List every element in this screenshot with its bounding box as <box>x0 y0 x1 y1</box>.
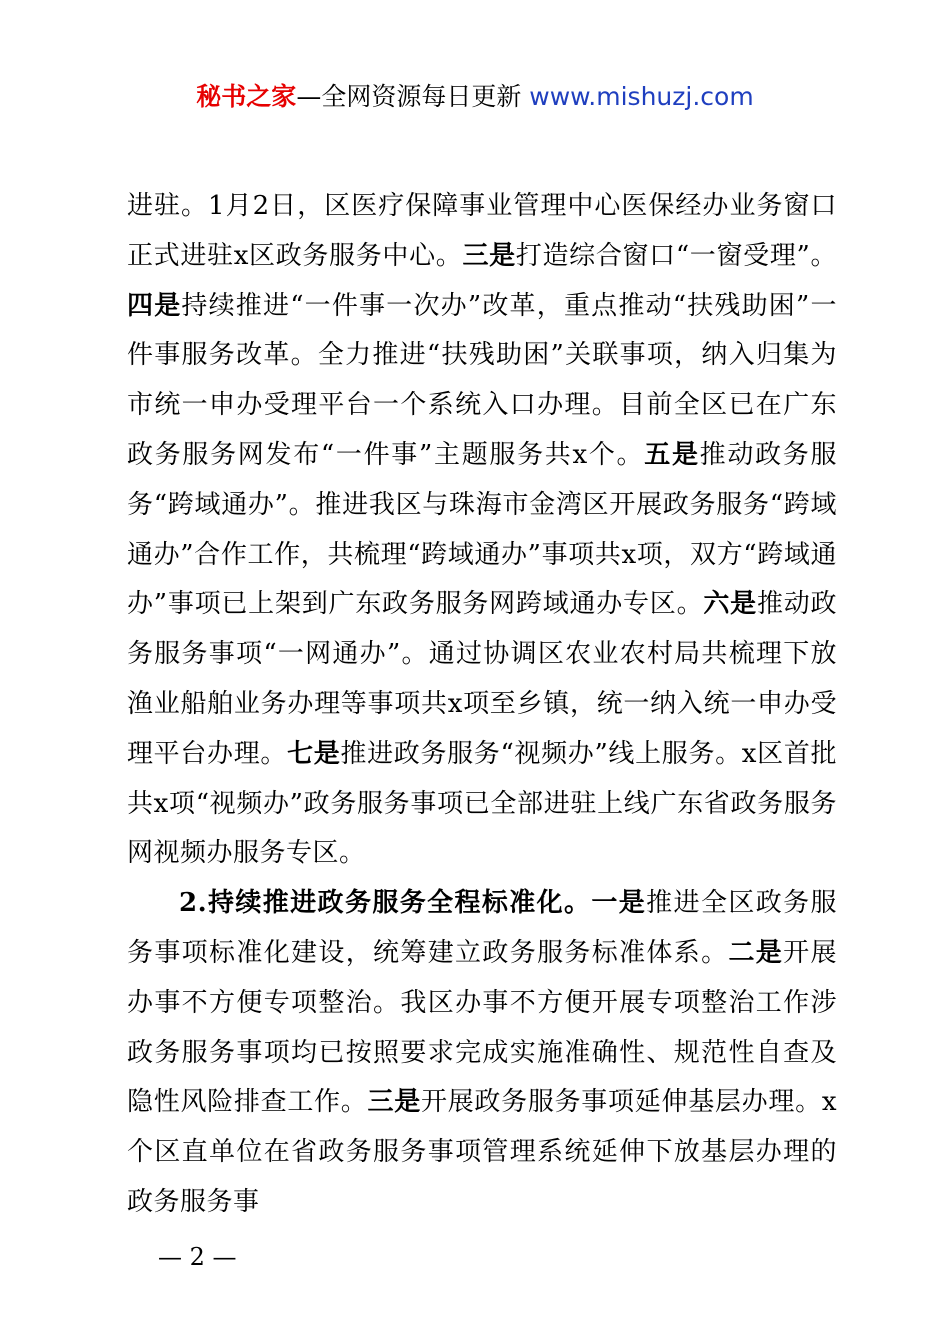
text-run: 推进全区政务服务事项标准化建设，统筹建立政务服务标准体系。 <box>127 888 837 968</box>
site-brand-name: 秘书之家 <box>196 82 297 111</box>
banner-dash: — <box>296 82 322 111</box>
text-run: 开展办事不方便专项整治。我区办事不方便开展专项整治工作涉政务服务事项均已按照要求完成实施准确性、规范性自查及隐性风险排查工作。 <box>127 937 837 1118</box>
bold-ordinal: 五是 <box>644 439 700 470</box>
page-number: — 2 — <box>158 1243 237 1271</box>
body-paragraph <box>127 879 837 1228</box>
bold-ordinal: 四是 <box>127 290 182 321</box>
bold-ordinal: 三是 <box>367 1087 421 1118</box>
text-run: 推动政务服务事项“一网通办”。通过协调区农业农村局共梳理下放渔业船舶业务办理等事项共x项至乡镇，统一纳入统一申办受理平台办理。 <box>127 589 837 769</box>
text-run: 持续推进“一件事一次办”改革，重点推动“扶残助困”一件事服务改革。全力推进“扶残助困”关联事项，纳入归集为市统一申办受理平台一个系统入口办理。目前全区已在广东政务服务网发布“一件事”主题服务共x个。 <box>127 290 837 470</box>
section-heading: 2.持续推进政务服务全程标准化。 <box>179 888 592 919</box>
site-banner <box>0 80 950 114</box>
banner-slogan: 全网资源每日更新 <box>321 82 530 111</box>
bold-ordinal: 二是 <box>728 937 784 968</box>
text-run: 进驻。1月2日，区医疗保障事业管理中心医保经办业务窗口正式进驻x区政务服务中心。 <box>127 191 837 271</box>
document-body <box>127 182 837 1228</box>
bold-ordinal: 六是 <box>703 589 757 620</box>
text-run: 推动政务服务“跨域通办”。推进我区与珠海市金湾区开展政务服务“跨域通办”合作工作，共梳理“跨域通办”事项共x项，双方“跨域通办”事项已上架到广东政务服务网跨域通办专区。 <box>127 439 837 620</box>
bold-ordinal: 一是 <box>591 888 647 919</box>
text-run: 打造综合窗口“一窗受理”。 <box>515 240 837 271</box>
body-paragraph <box>127 182 837 879</box>
bold-ordinal: 七是 <box>287 738 341 769</box>
text-run: 推进政务服务“视频办”线上服务。x区首批共x项“视频办”政务服务事项已全部进驻上线广东省政务服务网视频办服务专区。 <box>127 738 837 869</box>
text-run: 开展政务服务事项延伸基层办理。x个区直单位在省政务服务事项管理系统延伸下放基层办理的政务服务事 <box>127 1087 837 1217</box>
site-url-link[interactable]: www.mishuzj.com <box>529 82 754 111</box>
bold-ordinal: 三是 <box>462 240 516 271</box>
